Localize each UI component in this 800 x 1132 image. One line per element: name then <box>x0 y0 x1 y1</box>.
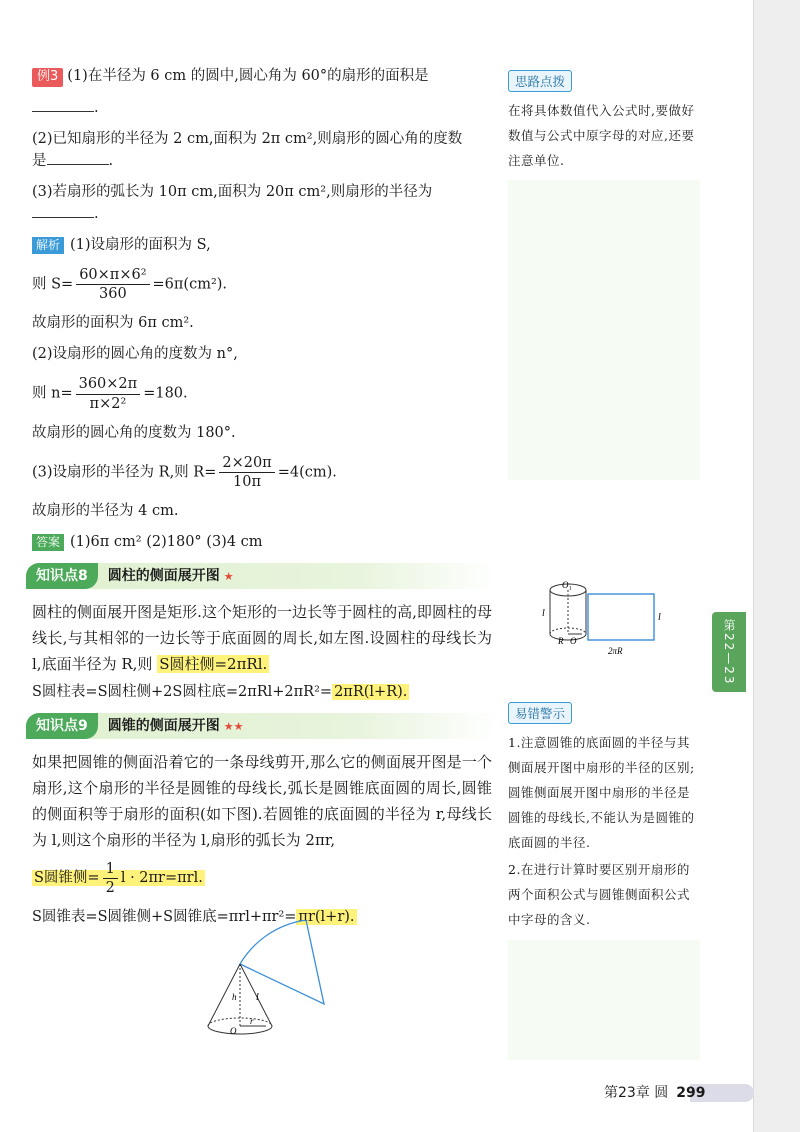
frac-den: 2 <box>105 879 115 896</box>
label-o: O <box>230 1026 237 1036</box>
main-column <box>32 66 498 938</box>
kp9-body-text: 如果把圆锥的侧面沿着它的一条母线剪开,那么它的侧面展开图是一个扇形,这个扇形的半径是圆锥的母线长,弧长是圆锥底面圆的周长,圆锥的侧面积等于扇形的面积(如下图).若圆锥的底面圆的半径为 r,母线长为 l,则这个扇形的半径为 l,扇形的弧长为 2πr, <box>32 752 492 850</box>
kp8-number: 知识点8 <box>26 563 98 589</box>
warning-item-2: 2.在进行计算时要区别开扇形的两个面积公式与圆锥侧面积公式中字母的含义. <box>508 862 691 927</box>
label-l: l <box>256 992 259 1003</box>
q2-end: . <box>108 153 114 170</box>
s2-post: =180. <box>143 386 188 403</box>
answer-tag: 答案 <box>32 534 64 551</box>
q1-end: . <box>94 100 99 117</box>
q2-text: (2)已知扇形的半径为 2 cm,面积为 2π cm²,则扇形的圆心角的度数 <box>32 131 463 148</box>
label-o: O <box>570 636 577 646</box>
tip-box <box>508 70 700 173</box>
q3-text: (3)若扇形的弧长为 10π cm,面积为 20π cm²,则扇形的半径为 <box>32 184 433 201</box>
faint-block <box>508 940 700 1060</box>
cone-sector <box>240 920 324 1004</box>
label-l-left: l <box>542 608 545 619</box>
frac-num: 2×20π <box>219 454 274 473</box>
fraction <box>219 454 274 491</box>
frac-den: 360 <box>99 286 127 303</box>
frac-num: 1 <box>103 860 118 879</box>
cylinder-bottom-front <box>550 634 586 640</box>
tip-tag: 思路点拨 <box>508 70 572 92</box>
s1-text: (1)设扇形的面积为 S, <box>70 237 211 254</box>
kp8-formula-total <box>32 682 498 703</box>
label-o1: O₁ <box>562 580 572 590</box>
s3-pre: (3)设扇形的半径为 R,则 R= <box>32 464 217 481</box>
q3-end: . <box>94 206 99 223</box>
solution-s1 <box>32 235 498 256</box>
page-edge <box>754 0 800 1132</box>
footer <box>604 1082 706 1102</box>
kp9-f2-b: πr(l+r). <box>298 908 355 925</box>
kp8-formula-lateral: S圆柱侧=2πRl. <box>159 655 268 674</box>
answer-blank <box>47 150 109 165</box>
frac-den: π×2² <box>89 395 127 412</box>
label-h: h <box>232 992 237 1002</box>
answer-blank <box>32 203 94 218</box>
kp8-body <box>32 599 492 678</box>
example-q1-blank <box>32 97 498 119</box>
cone-net-figure <box>196 920 346 1038</box>
warning-tag: 易错警示 <box>508 702 572 724</box>
answer-text: (1)6π cm² (2)180° (3)4 cm <box>70 533 263 550</box>
example-q3 <box>32 182 498 225</box>
s3-conclusion: 故扇形的半径为 4 cm. <box>32 502 179 519</box>
kp8-title: 圆柱的侧面展开图 <box>107 567 220 584</box>
kp9-number: 知识点9 <box>26 713 98 739</box>
example-q1 <box>32 66 498 87</box>
s3-post: =4(cm). <box>277 464 337 481</box>
s2-conclusion: 故扇形的圆心角的度数为 180°. <box>32 424 236 441</box>
kp9-f1-pre: S圆锥侧= <box>34 870 100 887</box>
label-r: R <box>558 636 564 646</box>
chapter-tab: 第22—23章 <box>712 612 746 692</box>
kp9-formula-lateral <box>32 860 498 897</box>
label-r: r <box>250 1016 254 1026</box>
warning-item-1: 1.注意圆锥的底面圆的半径与其侧面展开图中扇形的半径的区别;圆锥侧面展开图中扇形的半径是圆锥的母线长,不能认为是圆锥的底面圆的半径. <box>508 735 695 850</box>
kp9-body <box>32 749 492 854</box>
kp8-stars: ★ <box>223 569 234 583</box>
kp8-body-text: 圆柱的侧面展开图是矩形.这个矩形的一边长等于圆柱的高,即圆柱的母线长,与其相邻的一边长等于底面圆的周长,如左图.设圆柱的母线长为 l,底面半径为 R,则 <box>32 602 492 674</box>
solution-s1-formula <box>32 266 498 303</box>
cylinder-net-figure <box>540 578 670 660</box>
fraction <box>76 375 141 412</box>
fraction <box>76 266 149 303</box>
kp8-formula-total-a: S圆柱表=S圆柱侧+2S圆柱底=2πRl+2πR²= <box>32 683 333 700</box>
kp8-formula-total-b: 2πR(l+R). <box>334 683 408 700</box>
solution-tag: 解析 <box>32 237 64 254</box>
faint-block <box>508 180 700 480</box>
label-circumference: 2πR <box>608 646 623 656</box>
example-q2 <box>32 129 498 172</box>
fraction <box>103 860 118 897</box>
s1-pre: 则 S= <box>32 276 74 293</box>
page-number: 299 <box>676 1085 706 1101</box>
cone-base-front <box>208 1026 272 1034</box>
kp9-f2-a: S圆锥表=S圆锥侧+S圆锥底=πrl+πr²= <box>32 908 297 925</box>
kp9-stars: ★★ <box>223 719 244 733</box>
tip-text: 在将具体数值代入公式时,要做好数值与公式中原字母的对应,还要注意单位. <box>508 103 695 168</box>
cylinder-net-rect <box>588 594 654 640</box>
s2-text: (2)设扇形的圆心角的度数为 n°, <box>32 346 238 363</box>
kp9-formula-highlight <box>32 860 205 896</box>
s2-pre: 则 n= <box>32 386 73 403</box>
kp9-f1-post: l · 2πr=πrl. <box>120 870 203 887</box>
page-edge-line <box>753 0 754 1132</box>
solution-s3-formula <box>32 454 498 491</box>
kp8-header <box>26 563 498 589</box>
solution-s2-formula <box>32 375 498 412</box>
s1-conclusion: 故扇形的面积为 6π cm². <box>32 315 194 332</box>
answer-line <box>32 532 498 553</box>
frac-num: 60×π×6² <box>76 266 149 285</box>
frac-num: 360×2π <box>76 375 141 394</box>
footer-chapter: 第23章 圆 <box>604 1085 669 1101</box>
q2-text-b: 是 <box>32 153 47 170</box>
s1-post: =6π(cm²). <box>152 276 228 293</box>
frac-den: 10π <box>233 473 262 490</box>
example-label: 例3 <box>32 68 63 87</box>
kp9-header <box>26 713 498 739</box>
warning-box <box>508 702 700 932</box>
answer-blank <box>32 97 94 112</box>
q1-text: (1)在半径为 6 cm 的圆中,圆心角为 60°的扇形的面积是 <box>67 68 429 84</box>
kp9-title: 圆锥的侧面展开图 <box>107 717 220 734</box>
label-l-right: l <box>658 612 661 623</box>
